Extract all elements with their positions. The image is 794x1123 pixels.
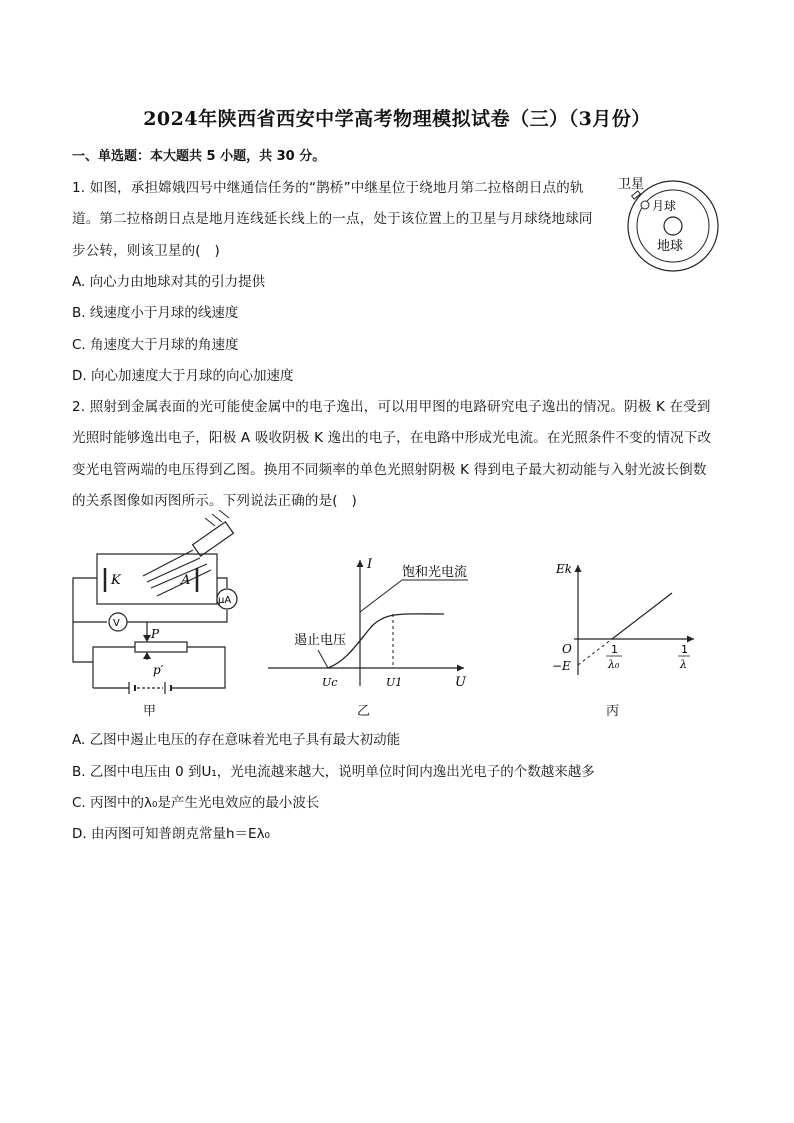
yi-stop-leader: [318, 650, 328, 668]
fig-bing-caption: 丙: [606, 704, 620, 719]
slider-p2-arrow: [143, 652, 151, 659]
satellite-icon: [632, 191, 641, 199]
q1-option-a: A. 向心力由地球对其的引力提供: [72, 274, 266, 290]
fig-yi-iu-graph: [262, 552, 482, 694]
q1-option-d: D. 向心加速度大于月球的向心加速度: [72, 368, 294, 384]
page-title: 2024年陕西省西安中学高考物理模拟试卷（三）（3月份）: [143, 108, 651, 130]
earth-label: 地球: [657, 239, 684, 254]
bing-x-one: 1: [681, 643, 688, 656]
earth-circle: [664, 217, 682, 235]
rheostat: [135, 642, 187, 652]
q2-option-d: D. 由丙图可知普朗克常量h＝Eλ₀: [72, 826, 270, 842]
moon-circle: [641, 201, 649, 209]
yi-u1-label: U1: [386, 676, 403, 689]
q2-line-1: 2. 照射到金属表面的光可能使金属中的电子逸出，可以用甲图的电路研究电子逸出的情况。阴极 K 在受到: [72, 399, 711, 415]
yi-x-label: U: [455, 675, 466, 690]
fig-jia-caption: 甲: [143, 704, 157, 719]
bing-origin: O: [562, 642, 572, 656]
light-rays: [143, 550, 211, 596]
satellite-label: 卫星: [618, 177, 645, 192]
q2-line-3: 变光电管两端的电压得到乙图。换用不同频率的单色光照射阴极 K 得到电子最大初动能与入射光波长倒数: [72, 462, 707, 478]
outer-orbit: [628, 181, 718, 271]
q2-option-c: C. 丙图中的λ₀是产生光电效应的最小波长: [72, 795, 320, 811]
q1-option-b: B. 线速度小于月球的线速度: [72, 305, 239, 321]
slider-p2-label: p′: [153, 663, 164, 677]
section-heading: 一、单选题：本大题共 5 小题，共 30 分。: [72, 149, 326, 164]
q1-option-c: C. 角速度大于月球的角速度: [72, 337, 239, 353]
microammeter-label: μA: [218, 595, 232, 606]
light-source-icon: [193, 510, 234, 556]
bing-lambda0-one: 1: [611, 643, 618, 656]
q1-line-2: 道。第二拉格朗日点是地月连线延长线上的一点，处于该位置上的卫星与月球绕地球同: [72, 211, 593, 227]
fig-yi-caption: 乙: [357, 704, 371, 719]
bing-y-label: Ek: [556, 562, 573, 576]
bing-dashed-line: [578, 639, 612, 665]
bing-x-lambda: λ: [680, 658, 687, 671]
yi-stop-label: 遏止电压: [294, 633, 347, 648]
yi-y-label: I: [367, 557, 373, 572]
bing-lambda0-label: λ₀: [608, 658, 620, 671]
q1-line-1: 1. 如图，承担嫦娥四号中继通信任务的“鹊桥”中继星位于绕地月第二拉格朗日点的轨: [72, 180, 584, 196]
q1-orbit-figure: [612, 172, 727, 272]
voltmeter-label: V: [113, 618, 120, 629]
fig-bing-ek-graph: [548, 555, 708, 685]
q2-option-a: A. 乙图中遏止电压的存在意味着光电子具有最大初动能: [72, 732, 401, 748]
bing-solid-line: [612, 593, 672, 639]
q2-line-2: 光照时能够逸出电子，阳极 A 吸收阴极 K 逸出的电子，在电路中形成光电流。在光照条件不变的情况下改: [72, 430, 712, 446]
slider-p-arrow: [143, 635, 151, 642]
bing-negE-label: −E: [552, 659, 571, 673]
cathode-label: K: [111, 573, 121, 588]
anode-label: A: [181, 573, 191, 588]
yi-uc-label: Uc: [322, 676, 338, 689]
fig-jia-circuit: [65, 510, 245, 720]
slider-p-label: P: [151, 627, 160, 641]
q2-line-4: 的关系图像如丙图所示。下列说法正确的是( ): [72, 493, 357, 509]
q2-option-b: B. 乙图中电压由 0 到U₁，光电流越来越大，说明单位时间内逸出光电子的个数越来越多: [72, 764, 595, 780]
moon-label: 月球: [652, 199, 677, 213]
q1-line-3: 步公转，则该卫星的( ): [72, 243, 220, 259]
yi-saturation-leader: [360, 580, 402, 612]
yi-saturation-label: 饱和光电流: [402, 565, 468, 580]
